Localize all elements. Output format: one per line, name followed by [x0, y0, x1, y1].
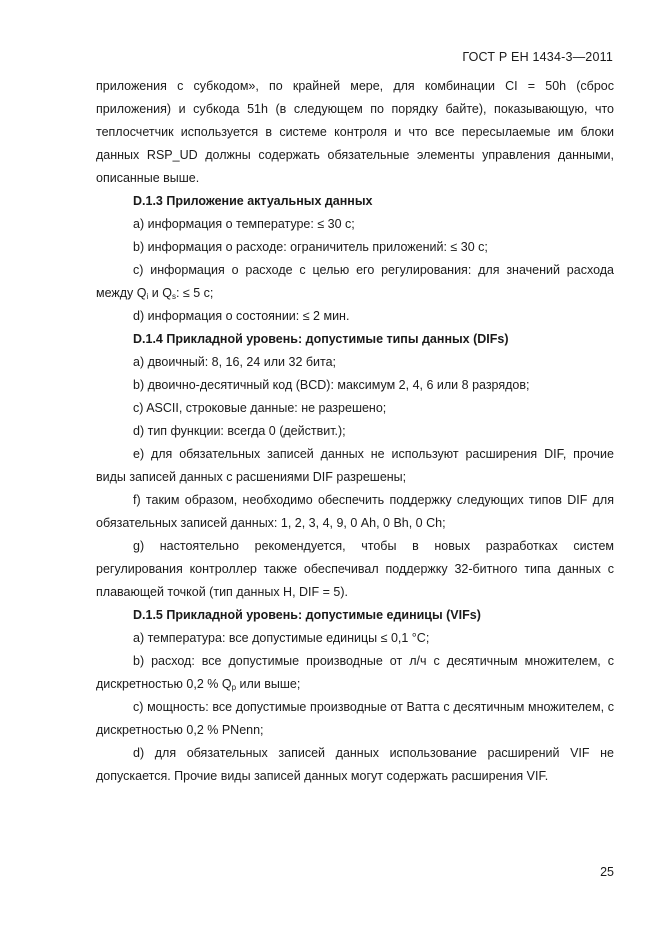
list-item-d14-b: b) двоично-десятичный код (BCD): максимум 2, 4, 6 или 8 разрядов; [133, 378, 530, 392]
list-item-d14-c: c) ASCII, строковые данные: не разрешено; [133, 401, 387, 415]
list-item-d14-d: d) тип функции: всегда 0 (действит.); [133, 424, 346, 438]
text-fragment: b) расход: все допустимые производные от л/ч с десятичным множителем, с дискретностью 0,2 % Q [96, 654, 614, 691]
list-item-d13-d: d) информация о состоянии: ≤ 2 мин. [133, 309, 350, 323]
intro-paragraph: приложения с субкодом», по крайней мере, для комбинации CI = 50h (сброс приложения) и субкода 51h (в следующем по порядку байте), показывающую, что теплосчетчик используется в системе контроля и что все пересылаемые им блоки данных RSP_UD должны содержать обязательные элементы управления данными, описанные выше. [96, 79, 614, 185]
section-heading-d13: D.1.3 Приложение актуальных данных [133, 194, 373, 208]
list-item-d14-g: g) настоятельно рекомендуется, чтобы в новых разработках систем регулирования контроллер также обеспечивал поддержку 32-битного типа данных с плавающей точкой (тип данных H, DIF = 5). [96, 539, 614, 599]
subscript-p: p [231, 683, 237, 692]
list-item-d14-a: a) двоичный: 8, 16, 24 или 32 бита; [133, 355, 337, 369]
page-number: 25 [600, 865, 614, 879]
list-item-d14-f: f) таким образом, необходимо обеспечить поддержку следующих типов DIF для обязательных записей данных: 1, 2, 3, 4, 9, 0 Ah, 0 Bh, 0 Ch; [96, 493, 614, 530]
document-body [96, 75, 614, 788]
list-item-d15-b [96, 650, 614, 696]
list-item-d13-b: b) информация о расходе: ограничитель приложений: ≤ 30 с; [133, 240, 488, 254]
list-item-d15-a: a) температура: все допустимые единицы ≤ 0,1 °C; [133, 631, 430, 645]
subscript-i: i [146, 292, 149, 301]
text-fragment: и Q [148, 286, 172, 300]
document-header: ГОСТ Р ЕН 1434-3—2011 [462, 50, 613, 64]
text-fragment: : ≤ 5 с; [175, 286, 214, 300]
section-heading-d14: D.1.4 Прикладной уровень: допустимые типы данных (DIFs) [133, 332, 509, 346]
list-item-d15-d: d) для обязательных записей данных использование расширений VIF не допускается. Прочие виды записей данных могут содержать расширения VIF. [96, 746, 614, 783]
list-item-d14-e: e) для обязательных записей данных не используют расширения DIF, прочие виды записей данных с расшениями DIF разрешены; [96, 447, 614, 484]
text-fragment: c) информация о расходе с целью его регулирования: для значений расхода между Q [96, 263, 614, 300]
subscript-s: s [171, 292, 176, 301]
list-item-d15-c: c) мощность: все допустимые производные от Ватта с десятичным множителем, с дискретностью 0,2 % PNenn; [96, 700, 614, 737]
list-item-d13-a: a) информация о температуре: ≤ 30 с; [133, 217, 355, 231]
section-heading-d15: D.1.5 Прикладной уровень: допустимые единицы (VIFs) [133, 608, 481, 622]
list-item-d13-c [96, 259, 614, 305]
text-fragment: или выше; [236, 677, 301, 691]
